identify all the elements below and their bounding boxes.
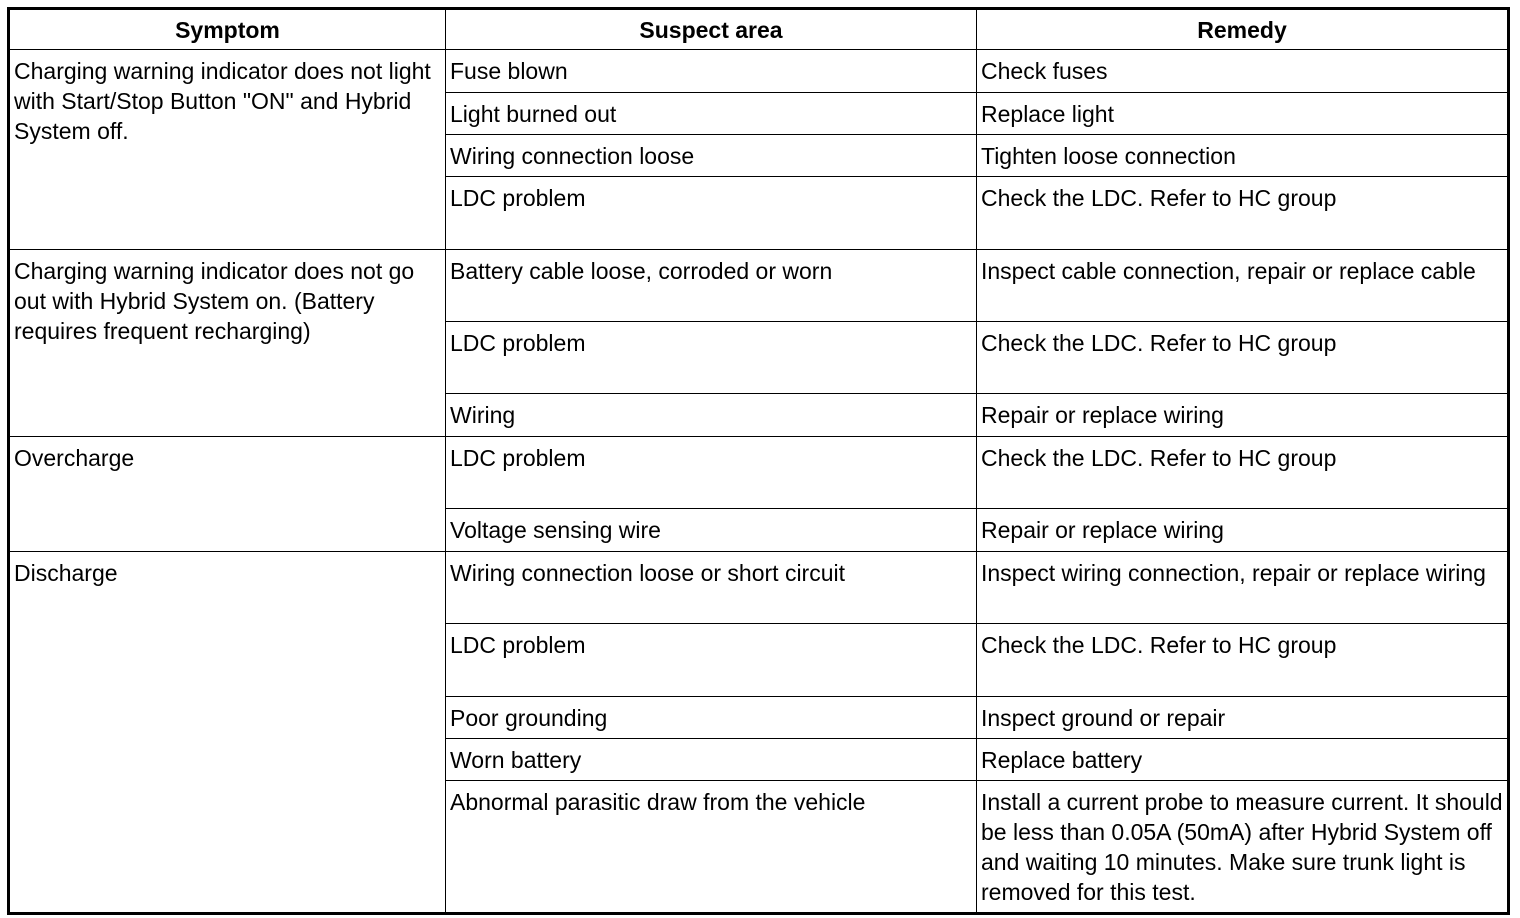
remedy-cell: Tighten loose connection: [977, 135, 1509, 177]
symptom-cell: Overcharge: [9, 437, 446, 552]
remedy-cell: Inspect ground or repair: [977, 697, 1509, 739]
remedy-cell: Check the LDC. Refer to HC group: [977, 322, 1509, 394]
remedy-cell: Install a current probe to measure current. It should be less than 0.05A (50mA) after Hybrid System off and waiting 10 minutes. Make sure trunk light is removed for this test.: [977, 781, 1509, 914]
suspect-cell: LDC problem: [446, 322, 977, 394]
symptom-cell: Charging warning indicator does not light with Start/Stop Button "ON" and Hybrid System off.: [9, 50, 446, 250]
suspect-cell: Poor grounding: [446, 697, 977, 739]
troubleshooting-table: [7, 7, 1510, 915]
remedy-cell: Replace light: [977, 93, 1509, 135]
suspect-cell: Fuse blown: [446, 50, 977, 93]
suspect-cell: Wiring: [446, 394, 977, 437]
header-remedy: Remedy: [977, 9, 1509, 50]
remedy-cell: Inspect wiring connection, repair or replace wiring: [977, 552, 1509, 624]
table-row: [9, 437, 1509, 509]
symptom-cell: Discharge: [9, 552, 446, 914]
remedy-cell: Replace battery: [977, 739, 1509, 781]
table-row: [9, 250, 1509, 322]
remedy-cell: Check the LDC. Refer to HC group: [977, 624, 1509, 697]
remedy-cell: Repair or replace wiring: [977, 394, 1509, 437]
table-row: [9, 50, 1509, 93]
suspect-cell: Wiring connection loose or short circuit: [446, 552, 977, 624]
header-symptom: Symptom: [9, 9, 446, 50]
suspect-cell: LDC problem: [446, 624, 977, 697]
remedy-cell: Check the LDC. Refer to HC group: [977, 177, 1509, 250]
table-row: [9, 552, 1509, 624]
suspect-cell: Battery cable loose, corroded or worn: [446, 250, 977, 322]
suspect-cell: Voltage sensing wire: [446, 509, 977, 552]
suspect-cell: Worn battery: [446, 739, 977, 781]
remedy-cell: Check fuses: [977, 50, 1509, 93]
header-suspect-area: Suspect area: [446, 9, 977, 50]
suspect-cell: Light burned out: [446, 93, 977, 135]
header-row: [9, 9, 1509, 50]
suspect-cell: Wiring connection loose: [446, 135, 977, 177]
remedy-cell: Repair or replace wiring: [977, 509, 1509, 552]
suspect-cell: LDC problem: [446, 437, 977, 509]
suspect-cell: LDC problem: [446, 177, 977, 250]
remedy-cell: Inspect cable connection, repair or replace cable: [977, 250, 1509, 322]
suspect-cell: Abnormal parasitic draw from the vehicle: [446, 781, 977, 914]
remedy-cell: Check the LDC. Refer to HC group: [977, 437, 1509, 509]
symptom-cell: Charging warning indicator does not go out with Hybrid System on. (Battery requires frequent recharging): [9, 250, 446, 437]
